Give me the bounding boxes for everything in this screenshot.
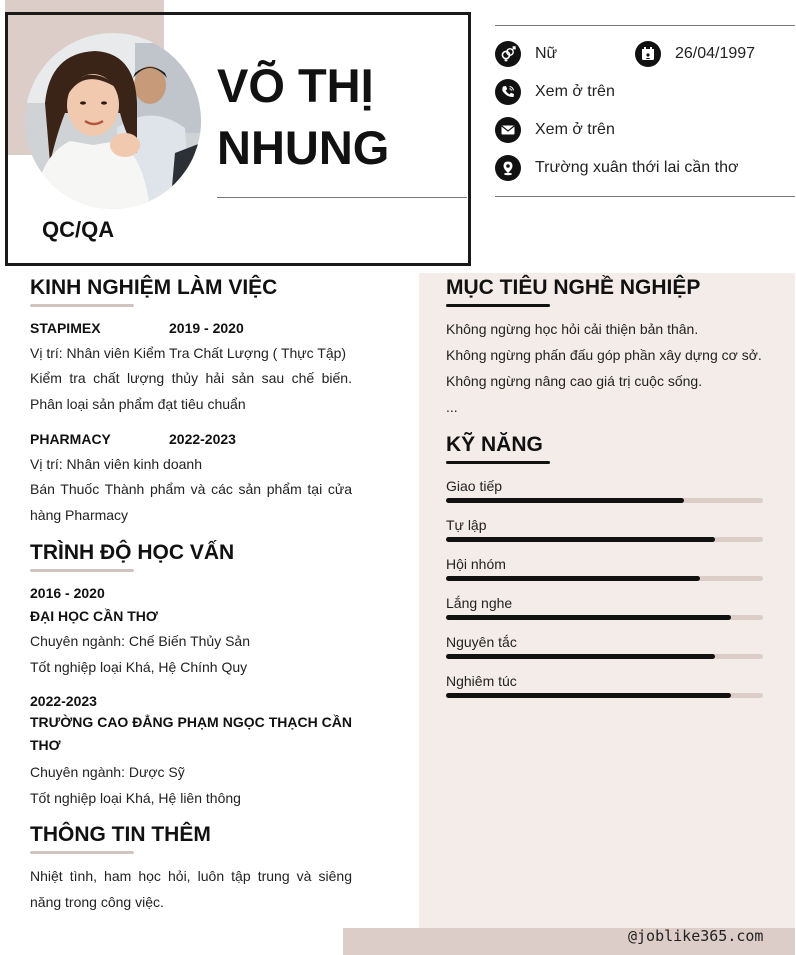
experience-company: PHARMACY xyxy=(30,431,111,447)
info-divider-top xyxy=(495,25,795,26)
gender-value: Nữ xyxy=(535,45,558,62)
skill-bar xyxy=(446,498,763,503)
info-divider-bottom xyxy=(495,196,795,197)
skills-underline xyxy=(446,461,550,464)
education-period: 2016 - 2020 xyxy=(30,585,105,601)
skill-bar xyxy=(446,537,763,542)
gender-icon xyxy=(495,41,521,67)
skill-bar xyxy=(446,693,763,698)
watermark: @joblike365.com xyxy=(628,927,764,945)
skill-label: Lắng nghe xyxy=(446,595,513,611)
skill-bar-fill xyxy=(446,693,731,698)
name-line-2: NHUNG xyxy=(217,121,390,174)
experience-title: KINH NGHIỆM LÀM VIỆC xyxy=(30,276,278,299)
skill-bar-fill xyxy=(446,654,715,659)
skill-bar xyxy=(446,615,763,620)
avatar xyxy=(25,33,201,209)
education-result: Tốt nghiệp loại Khá, Hệ liên thông xyxy=(30,790,241,806)
skill-label: Nguyên tắc xyxy=(446,634,517,650)
objective-line: Không ngừng học hỏi cải thiện bản thân. xyxy=(446,321,699,337)
experience-period: 2019 - 2020 xyxy=(169,320,244,336)
skills-title: KỸ NĂNG xyxy=(446,433,543,456)
name-divider xyxy=(217,197,467,198)
birthdate-value: 26/04/1997 xyxy=(675,45,756,62)
objective-line: Không ngừng nâng cao giá trị cuộc sống. xyxy=(446,373,703,389)
candidate-name xyxy=(217,55,389,179)
skill-bar-fill xyxy=(446,498,684,503)
email-value: Xem ở trên xyxy=(535,121,615,138)
phone-value: Xem ở trên xyxy=(535,83,615,100)
name-line-1: VÕ THỊ xyxy=(217,59,374,112)
education-major: Chuyên ngành: Chế Biến Thủy Sản xyxy=(30,633,251,649)
skill-label: Tự lập xyxy=(446,517,487,533)
job-title: QC/QA xyxy=(42,217,115,242)
mail-icon xyxy=(495,117,521,143)
skill-label: Nghiêm túc xyxy=(446,673,517,689)
experience-description: Bán Thuốc Thành phẩm và các sản phẩm tại cửa hàng Pharmacy xyxy=(30,481,352,523)
objective-line: Không ngừng phấn đấu góp phần xây dựng cơ sở. xyxy=(446,347,762,363)
location-icon xyxy=(495,155,521,181)
experience-position: Vị trí: Nhân viên Kiểm Tra Chất Lượng ( Thực Tập) xyxy=(30,345,347,361)
education-result: Tốt nghiệp loại Khá, Hệ Chính Quy xyxy=(30,659,248,675)
objective-title: MỤC TIÊU NGHỀ NGHIỆP xyxy=(446,276,701,299)
skill-bar-fill xyxy=(446,576,700,581)
experience-company: STAPIMEX xyxy=(30,320,101,336)
extra-info-text: Nhiệt tình, ham học hỏi, luôn tập trung và siêng năng trong công việc. xyxy=(30,868,352,910)
skill-label: Hội nhóm xyxy=(446,556,506,572)
education-title: TRÌNH ĐỘ HỌC VẤN xyxy=(30,541,235,564)
experience-underline xyxy=(30,304,134,307)
education-underline xyxy=(30,569,134,572)
skill-bar-fill xyxy=(446,615,731,620)
experience-position: Vị trí: Nhân viên kinh doanh xyxy=(30,456,202,472)
education-major: Chuyên ngành: Dược Sỹ xyxy=(30,764,185,780)
experience-description: Kiểm tra chất lượng thủy hải sản sau chế biến. Phân loại sản phẩm đạt tiêu chuẩn xyxy=(30,370,352,412)
experience-period: 2022-2023 xyxy=(169,431,236,447)
skill-label: Giao tiếp xyxy=(446,478,503,494)
objective-ellipsis: ... xyxy=(446,399,458,415)
calendar-icon xyxy=(635,41,661,67)
phone-icon xyxy=(495,79,521,105)
address-value: Trường xuân thới lai cần thơ xyxy=(535,159,739,176)
education-period: 2022-2023 xyxy=(30,693,97,709)
skill-bar-fill xyxy=(446,537,715,542)
skill-bar xyxy=(446,576,763,581)
education-school: ĐẠI HỌC CẦN THƠ xyxy=(30,608,158,624)
education-school: TRƯỜNG CAO ĐẲNG PHẠM NGỌC THẠCH CẦN THƠ xyxy=(30,714,352,753)
extra-info-title: THÔNG TIN THÊM xyxy=(30,823,211,846)
skill-bar xyxy=(446,654,763,659)
objective-underline xyxy=(446,304,550,307)
extra-info-underline xyxy=(30,851,134,854)
